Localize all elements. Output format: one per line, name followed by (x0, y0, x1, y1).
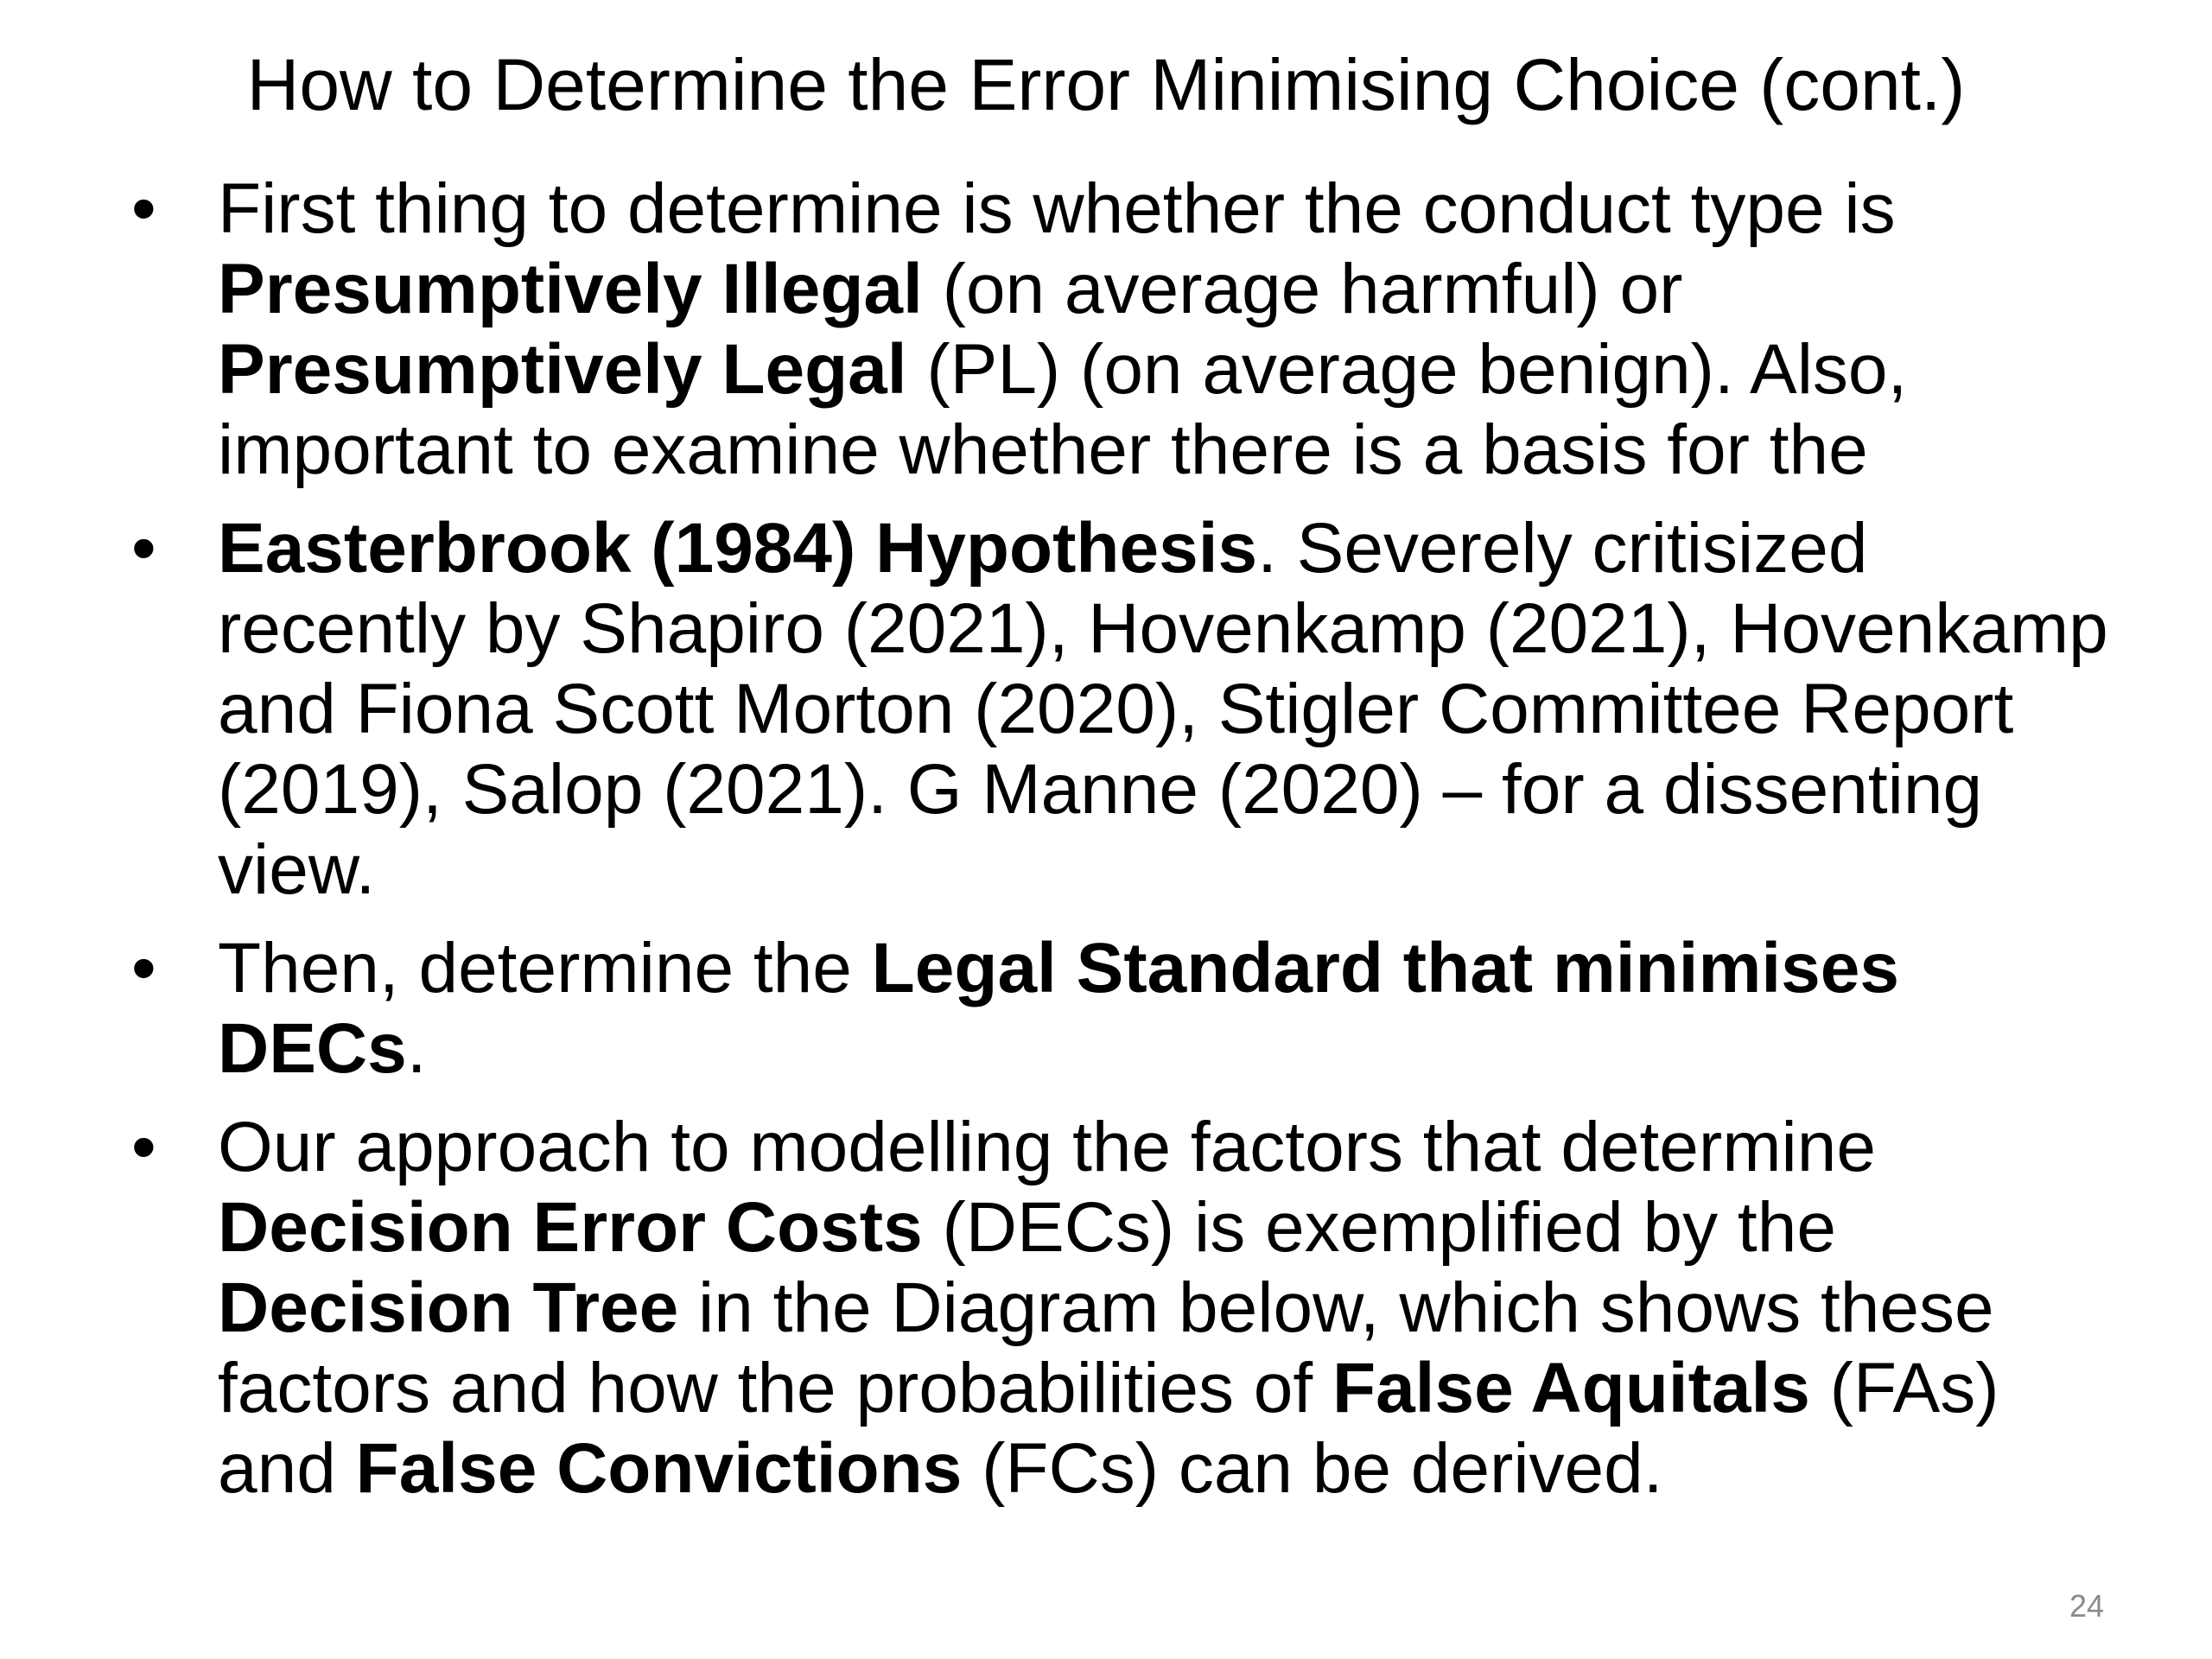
bullet-text-bold: Legal Standard that minimises DECs (218, 929, 1899, 1088)
bullet-item (131, 168, 2119, 490)
bullet-text-normal: Our approach to modelling the factors that determine (218, 1108, 1876, 1186)
bullet-icon: • (131, 169, 156, 248)
bullet-text-normal: (DECs) is exemplified by the (922, 1188, 1836, 1267)
bullet-icon: • (131, 1108, 156, 1186)
page-number: 24 (2069, 1588, 2104, 1624)
bullet-icon: • (131, 509, 156, 588)
bullet-text-bold: Presumptively Legal (218, 330, 907, 409)
slide-title: How to Determine the Error Minimising Choice (cont.) (246, 44, 1966, 125)
bullet-text-bold: Easterbrook (1984) Hypothesis (218, 509, 1258, 588)
bullet-text-normal: (FCs) can be derived. (962, 1429, 1663, 1508)
bullet-text-normal: First thing to determine is whether the conduct type is (218, 169, 1896, 248)
bullet-text-bold: Decision Tree (218, 1268, 679, 1347)
bullet-item (131, 508, 2119, 910)
bullet-text-normal: (on average harmful) or (922, 250, 1683, 328)
bullet-text-normal: (PL) (on average benign). Also, important to examine whether there is a basis for the (218, 330, 1908, 489)
bullet-text-bold: False Aquitals (1332, 1349, 1810, 1427)
bullet-text-bold: Presumptively Illegal (218, 250, 923, 328)
bullet-icon: • (131, 929, 156, 1007)
bullet-text-normal: . Severely critisized recently by Shapiro (2021), Hovenkamp (2021), Hovenkamp and Fiona Scott Morton (2020), Stigler Committee Report (2019), Salop (2021). G Manne (2020) – for a dissenting view. (218, 509, 2108, 909)
bullet-list (131, 168, 2119, 1527)
bullet-text-bold: False Convictions (355, 1429, 963, 1508)
bullet-item (131, 1107, 2119, 1509)
bullet-text-normal: . (406, 1009, 427, 1088)
bullet-item (131, 928, 2119, 1089)
bullet-text-bold: Decision Error Costs (218, 1188, 923, 1267)
bullet-text-normal: (FAs) and (218, 1349, 1999, 1508)
bullet-text-normal: Then, determine the (218, 929, 872, 1007)
bullet-text-normal: in the Diagram below, which shows these factors and how the probabilities of (218, 1268, 1994, 1427)
